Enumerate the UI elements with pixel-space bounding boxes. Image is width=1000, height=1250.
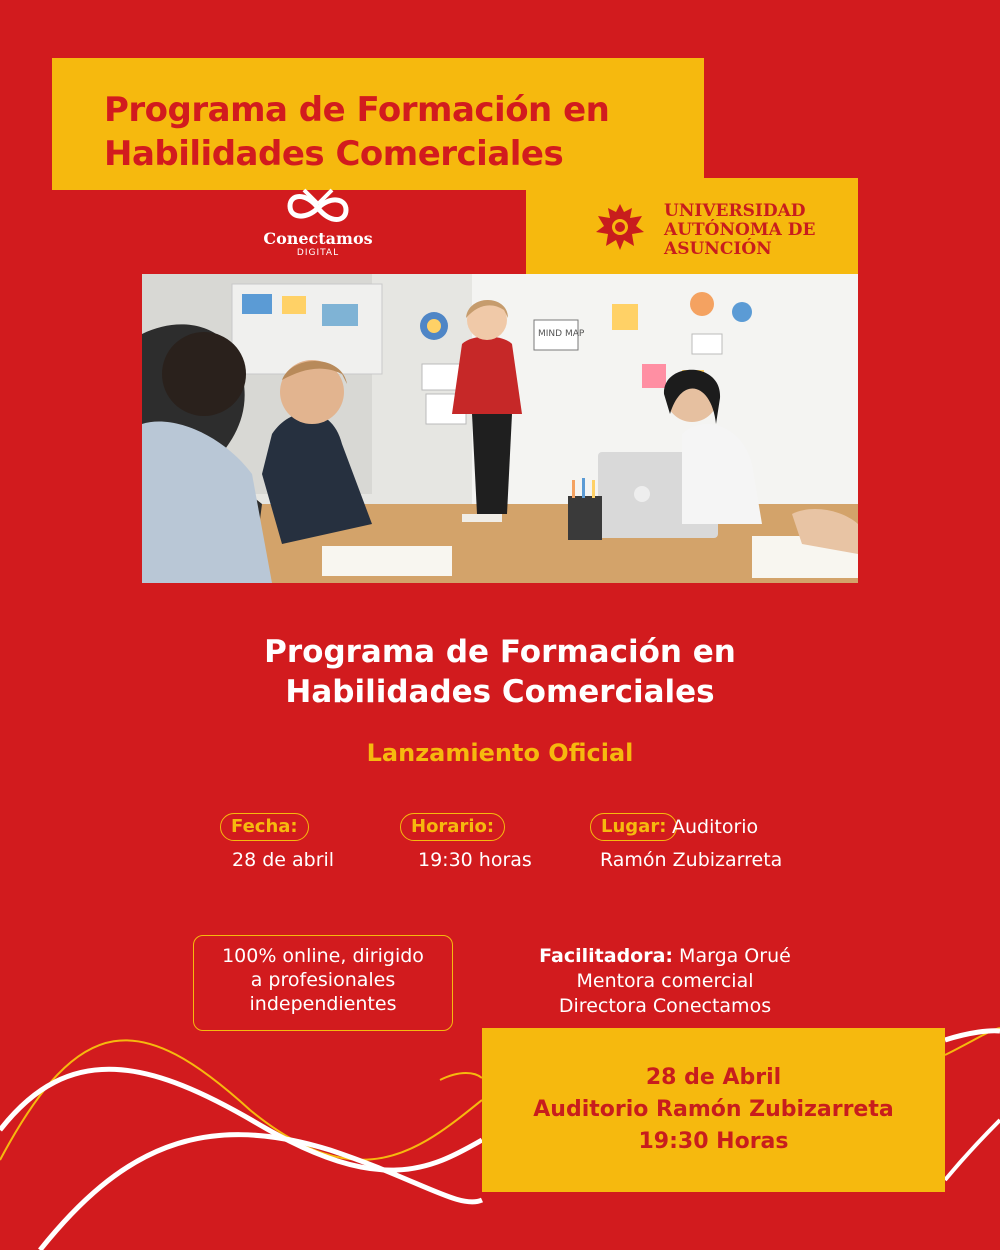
- fecha-value: 28 de abril: [232, 849, 335, 871]
- main-title-line2: Habilidades Comerciales: [285, 674, 715, 710]
- facilitator-name: Marga Orué: [673, 945, 791, 967]
- lugar-label: Lugar:: [590, 813, 677, 841]
- facilitator-role2: Directora Conectamos: [558, 995, 772, 1017]
- header-title-line2: Habilidades Comerciales: [104, 134, 564, 174]
- lugar-value-line1: Auditorio: [672, 816, 759, 838]
- main-title-line1: Programa de Formación en: [264, 634, 736, 670]
- university-name-line2: AUTÓNOMA DE: [664, 220, 816, 240]
- conectamos-logo: [254, 186, 382, 266]
- online-line3: independientes: [249, 993, 397, 1015]
- meeting-scene: [142, 274, 858, 583]
- header-title-line1: Programa de Formación en: [104, 90, 610, 130]
- facilitator-role1: Mentora comercial: [576, 970, 754, 992]
- fecha-label: Fecha:: [220, 813, 309, 841]
- online-line2: a profesionales: [250, 969, 396, 991]
- summary-time: 19:30 Horas: [638, 1129, 789, 1154]
- conectamos-sub: DIGITAL: [296, 248, 340, 258]
- whiteboard-note: MIND MAP: [538, 329, 585, 339]
- lugar-value-line2: Ramón Zubizarreta: [600, 849, 783, 871]
- facilitator-info: [490, 944, 840, 1019]
- header-banner: [52, 58, 704, 190]
- subtitle: Lanzamiento Oficial: [366, 739, 634, 767]
- university-name-line3: ASUNCIÓN: [664, 239, 772, 259]
- online-line1: 100% online, dirigido: [222, 945, 424, 967]
- university-name-line1: UNIVERSIDAD: [664, 201, 806, 221]
- university-name: [664, 202, 815, 259]
- main-title: [0, 632, 1000, 712]
- horario-label: Horario:: [400, 813, 505, 841]
- event-summary-box: [482, 1028, 945, 1192]
- facilitator-label: Facilitadora:: [539, 945, 674, 967]
- horario-value: 19:30 horas: [418, 849, 532, 871]
- infinity-knot-icon: [282, 186, 354, 230]
- facilitator-line: [490, 944, 840, 969]
- summary-date: 28 de Abril: [645, 1065, 782, 1090]
- eagle-seal-icon: [592, 200, 648, 254]
- meeting-photo: [142, 274, 858, 583]
- conectamos-name: Conectamos: [263, 229, 373, 248]
- university-logo-box: [526, 178, 858, 274]
- summary-venue: Auditorio Ramón Zubizarreta: [533, 1097, 894, 1122]
- online-info-box: [193, 935, 453, 1031]
